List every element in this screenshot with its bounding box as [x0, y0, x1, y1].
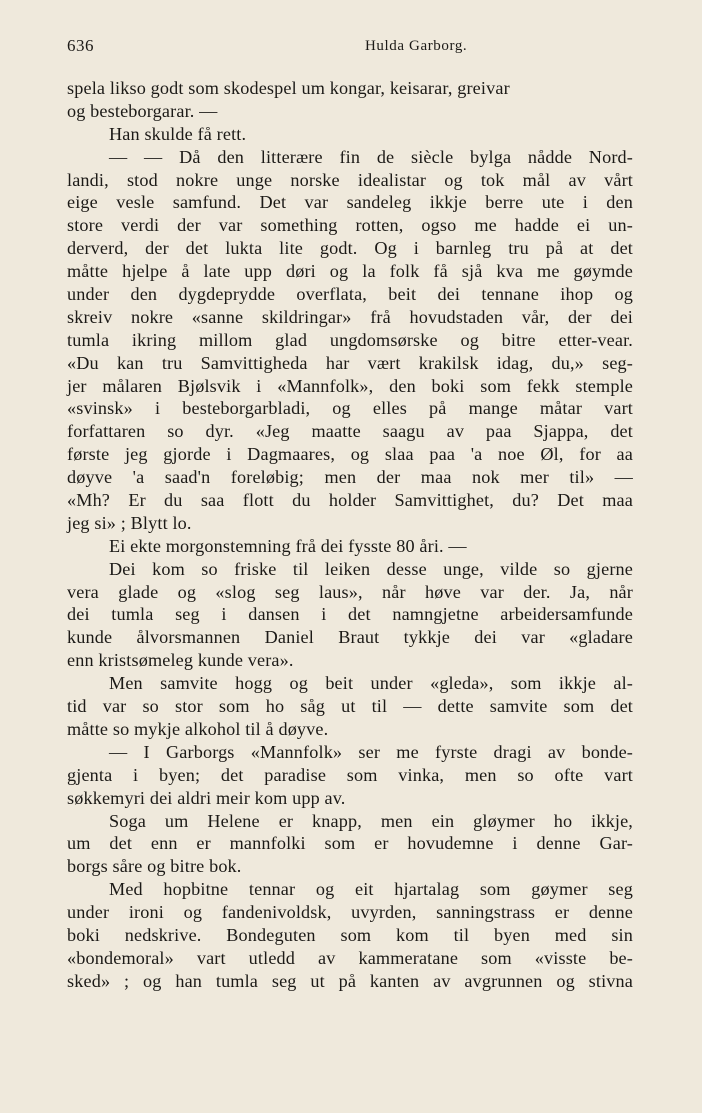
page-number: 636 — [67, 36, 94, 55]
text-line: Men samvite hogg og beit under «gleda», som ikkje al- — [109, 673, 633, 694]
text-line: og besteborgarar. — — [67, 100, 218, 121]
text-line: «Mh? Er du saa flott du holder Samvittighet, du? Det maa — [67, 490, 633, 511]
text-line: søkkemyri dei aldri meir kom upp av. — [67, 787, 346, 808]
text-line: Med hopbitne tennar og eit hjartalag som gøymer seg — [109, 879, 633, 900]
text-line: tumla ikring millom glad ungdomsørske og bitre etter-vear. — [67, 329, 633, 350]
text-line: landi, stod nokre unge norske idealistar og tok mål av vårt — [67, 169, 633, 190]
text-line: Han skulde få rett. — [109, 123, 247, 144]
text-line: jeg si» ; Blytt lo. — [67, 512, 192, 533]
text-line: Soga um Helene er knapp, men ein gløymer ho ikkje, — [109, 810, 633, 831]
text-line: måtte hjelpe å late upp døri og la folk få sjå kva me gøymde — [67, 261, 633, 282]
text-line: forfattaren so dyr. «Jeg maatte saagu av paa Sjappa, det — [67, 421, 633, 442]
running-title: Hulda Garborg. — [365, 38, 468, 54]
text-line: «bondemoral» vart utledd av kammeratane som «visste be- — [67, 947, 633, 968]
text-line: «svinsk» i besteborgarbladi, og elles på mange måtar vart — [67, 398, 633, 419]
text-line: under ironi og fandenivoldsk, uvyrden, sanningstrass er denne — [67, 902, 633, 923]
text-line: jer målaren Bjølsvik i «Mannfolk», den boki som fekk stemple — [67, 375, 633, 396]
text-line: kunde ålvorsmannen Daniel Braut tykkje dei var «gladare — [67, 627, 633, 648]
text-line: store verdi der var something rotten, ogso me hadde ei un- — [67, 215, 633, 236]
text-line: eige vesle samfund. Det var sandeleg ikkje berre ute i den — [67, 192, 633, 213]
text-line: skreiv nokre «sanne skildringar» frå hovudstaden vår, der dei — [67, 306, 633, 327]
text-line: — I Garborgs «Mannfolk» ser me fyrste dragi av bonde- — [109, 741, 633, 762]
page-header — [67, 36, 633, 60]
text-line: borgs såre og bitre bok. — [67, 856, 242, 877]
text-line: um det enn er mannfolki som er hovudemne i denne Gar- — [67, 833, 633, 854]
text-line: — — Då den litterære fin de siècle bylga nådde Nord- — [109, 146, 633, 167]
text-line: boki nedskrive. Bondeguten som kom til byen med sin — [67, 924, 633, 945]
body-text — [67, 77, 633, 993]
text-line: tid var so stor som ho såg ut til — dette samvite som det — [67, 696, 633, 717]
text-line: vera glade og «slog seg laus», når høve var der. Ja, når — [67, 581, 633, 602]
text-line: døyve 'a saad'n foreløbig; men der maa nok mer til» — — [67, 467, 633, 488]
text-line: Dei kom so friske til leiken desse unge, vilde so gjerne — [109, 558, 633, 579]
text-line: derverd, der det lukta lite godt. Og i barnleg tru på at det — [67, 238, 633, 259]
text-line: gjenta i byen; det paradise som vinka, men so ofte vart — [67, 764, 633, 785]
text-line: første jeg gjorde i Dagmaares, og slaa paa 'a noe Øl, for aa — [67, 444, 633, 465]
text-line: dei tumla seg i dansen i det namngjetne arbeidersamfunde — [67, 604, 633, 625]
text-line: under den dygdeprydde overflata, beit dei tennane ihop og — [67, 284, 633, 305]
text-line: «Du kan tru Samvittigheda har vært krakilsk idag, du,» seg- — [67, 352, 633, 373]
text-line: sked» ; og han tumla seg ut på kanten av avgrunnen og stivna — [67, 970, 633, 991]
text-line: enn kristsømeleg kunde vera». — [67, 650, 294, 671]
text-line: måtte so mykje alkohol til å døyve. — [67, 718, 329, 739]
text-line: spela likso godt som skodespel um kongar, keisarar, greivar — [67, 78, 510, 98]
text-line: Ei ekte morgonstemning frå dei fysste 80 åri. — — [109, 535, 467, 556]
